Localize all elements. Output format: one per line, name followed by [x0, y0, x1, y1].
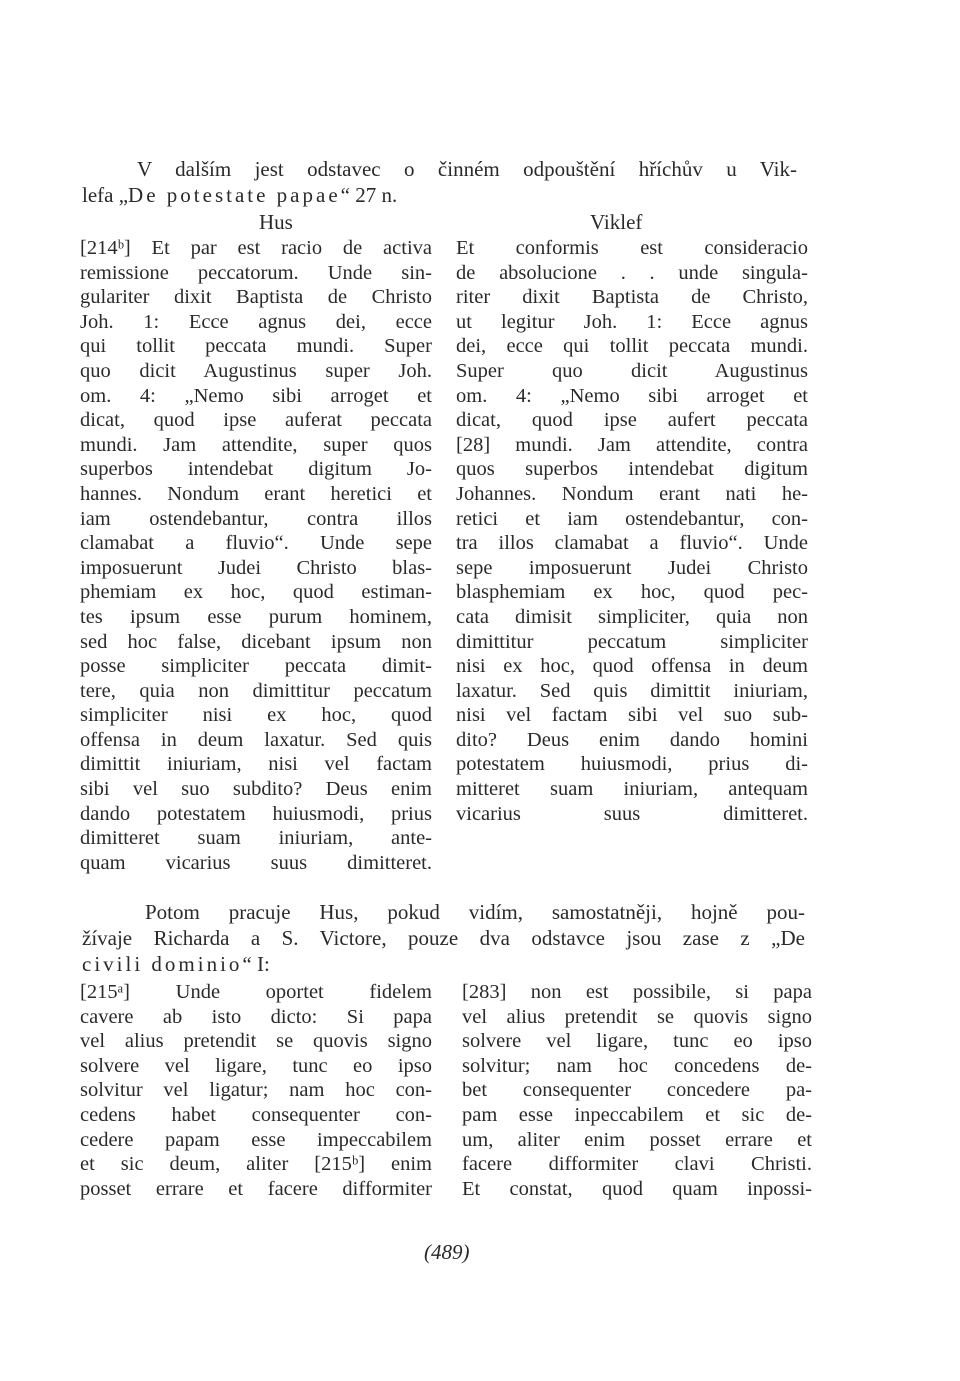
text-line: simpliciter nisi ex hoc, quod — [80, 704, 432, 727]
text-line: tere, quia non dimittitur peccatum — [80, 679, 432, 702]
text-line: Et conformis est consideracio — [456, 237, 808, 259]
text-line: mitteret suam iniuriam, antequam — [456, 778, 808, 801]
text-line: dimitteret suam iniuriam, ante- — [80, 827, 432, 850]
text-line: pam esse inpeccabilem et sic de- — [462, 1103, 812, 1126]
text-line: nisi vel factam sibi vel suo sub- — [456, 704, 808, 727]
text-line: Johannes. Nondum erant nati he- — [456, 482, 808, 505]
text-line: posset errare et facere difformiter — [80, 1177, 432, 1200]
transition-line-3: civili dominio“ I: — [82, 952, 270, 976]
text-line: dicat, quod ipse aufert peccata — [456, 409, 808, 432]
text-line: dimittit iniuriam, nisi vel factam — [80, 753, 432, 776]
text-line: solvitur vel ligatur; nam hoc con- — [80, 1079, 432, 1102]
text-line: solvere vel ligare, tunc eo ipso — [462, 1030, 812, 1053]
transition-line-2: žívaje Richarda a S. Victore, pouze dva odstavce jsou zase z „De — [82, 926, 805, 950]
text-line: Joh. 1: Ecce agnus dei, ecce — [80, 310, 432, 333]
text-line: sepe imposuerunt Judei Christo — [456, 556, 808, 579]
text-line: blasphemiam ex hoc, quod pec- — [456, 581, 808, 604]
transition-line-1: Potom pracuje Hus, pokud vidím, samostatněji, hojně pou- — [145, 900, 805, 924]
text-line: de absolucione . . unde singula- — [456, 261, 808, 284]
text-line: mundi. Jam attendite, super quos — [80, 433, 432, 456]
text-line: quos superbos intendebat digitum — [456, 458, 808, 481]
text-line: om. 4: „Nemo sibi arroget et — [456, 384, 808, 407]
text-line: dei, ecce qui tollit peccata mundi. — [456, 335, 808, 358]
viklef-column-2 — [462, 980, 812, 1201]
text-line: cata dimisit simpliciter, quia non — [456, 605, 808, 628]
text-line: bet consequenter concedere pa- — [462, 1079, 812, 1102]
text-line: posse simpliciter peccata dimit- — [80, 655, 432, 678]
text-line: facere difformiter clavi Christi. — [462, 1153, 812, 1176]
text-line: solvitur; nam hoc concedens de- — [462, 1054, 812, 1077]
text-line: quo dicit Augustinus super Joh. — [80, 359, 432, 382]
intro-line-1: V dalším jest odstavec o činném odpouštění hříchův u Vik- — [137, 157, 797, 181]
text-line: riter dixit Baptista de Christo, — [456, 286, 808, 309]
text-line: quam vicarius suus dimitteret. — [80, 851, 432, 874]
text-line: imposuerunt Judei Christo blas- — [80, 556, 432, 579]
text-line: ut legitur Joh. 1: Ecce agnus — [456, 310, 808, 333]
text-line: solvere vel ligare, tunc eo ipso — [80, 1054, 432, 1077]
text-line: Et constat, quod quam inpossi- — [462, 1177, 812, 1200]
text-line: [283] non est possibile, si papa — [462, 981, 812, 1003]
page-number: (489) — [424, 1240, 470, 1264]
text-line: nisi ex hoc, quod offensa in deum — [456, 655, 808, 678]
text-line: gulariter dixit Baptista de Christo — [80, 286, 432, 309]
text-line: [214ᵇ] Et par est racio de activa — [80, 237, 432, 259]
work-title-de-potestate-papae: De potestate papae — [128, 183, 341, 207]
text-line: offensa in deum laxatur. Sed quis — [80, 728, 432, 751]
text-line: qui tollit peccata mundi. Super — [80, 335, 432, 358]
column-heading-hus: Hus — [259, 210, 293, 234]
text-line: tra illos clamabat a fluvio“. Unde — [456, 532, 808, 555]
text-line: vel alius pretendit se quovis signo — [462, 1005, 812, 1028]
text-line: sibi vel suo subdito? Deus enim — [80, 778, 432, 801]
viklef-column-1 — [456, 236, 808, 826]
text-line: dicat, quod ipse auferat peccata — [80, 409, 432, 432]
text-line: remissione peccatorum. Unde sin- — [80, 261, 432, 284]
text-line: iam ostendebantur, contra illos — [80, 507, 432, 530]
text-line: cavere ab isto dicto: Si papa — [80, 1005, 432, 1028]
work-title-de-civili-dominio: civili dominio — [82, 952, 243, 976]
text-line: [28] mundi. Jam attendite, contra — [456, 433, 808, 456]
text-line: dimittitur peccatum simpliciter — [456, 630, 808, 653]
text-line: sed hoc false, dicebant ipsum non — [80, 630, 432, 653]
text-line: vicarius suus dimitteret. — [456, 802, 808, 825]
text-line: hannes. Nondum erant heretici et — [80, 482, 432, 505]
hus-column-1 — [80, 236, 432, 875]
text-line: retici et iam ostendebantur, con- — [456, 507, 808, 530]
text-line: vel alius pretendit se quovis signo — [80, 1030, 432, 1053]
text-line: tes ipsum esse purum hominem, — [80, 605, 432, 628]
text-line: phemiam ex hoc, quod estiman- — [80, 581, 432, 604]
text-line: dito? Deus enim dando homini — [456, 728, 808, 751]
column-heading-viklef: Viklef — [590, 210, 643, 234]
text-line: potestatem huiusmodi, prius di- — [456, 753, 808, 776]
hus-column-2 — [80, 980, 432, 1201]
intro-line-2: lefa „De potestate papae“ 27 n. — [82, 183, 398, 207]
text-line: cedere papam esse impeccabilem — [80, 1128, 432, 1151]
text-line: Super quo dicit Augustinus — [456, 359, 808, 382]
text-line: clamabat a fluvio“. Unde sepe — [80, 532, 432, 555]
text-line: et sic deum, aliter [215ᵇ] enim — [80, 1153, 432, 1176]
text-line: om. 4: „Nemo sibi arroget et — [80, 384, 432, 407]
text-line: [215ᵃ] Unde oportet fidelem — [80, 981, 432, 1003]
text-line: cedens habet consequenter con- — [80, 1103, 432, 1126]
text-line: laxatur. Sed quis dimittit iniuriam, — [456, 679, 808, 702]
text-line: superbos intendebat digitum Jo- — [80, 458, 432, 481]
text-line: dando potestatem huiusmodi, prius — [80, 802, 432, 825]
text-line: um, aliter enim posset errare et — [462, 1128, 812, 1151]
